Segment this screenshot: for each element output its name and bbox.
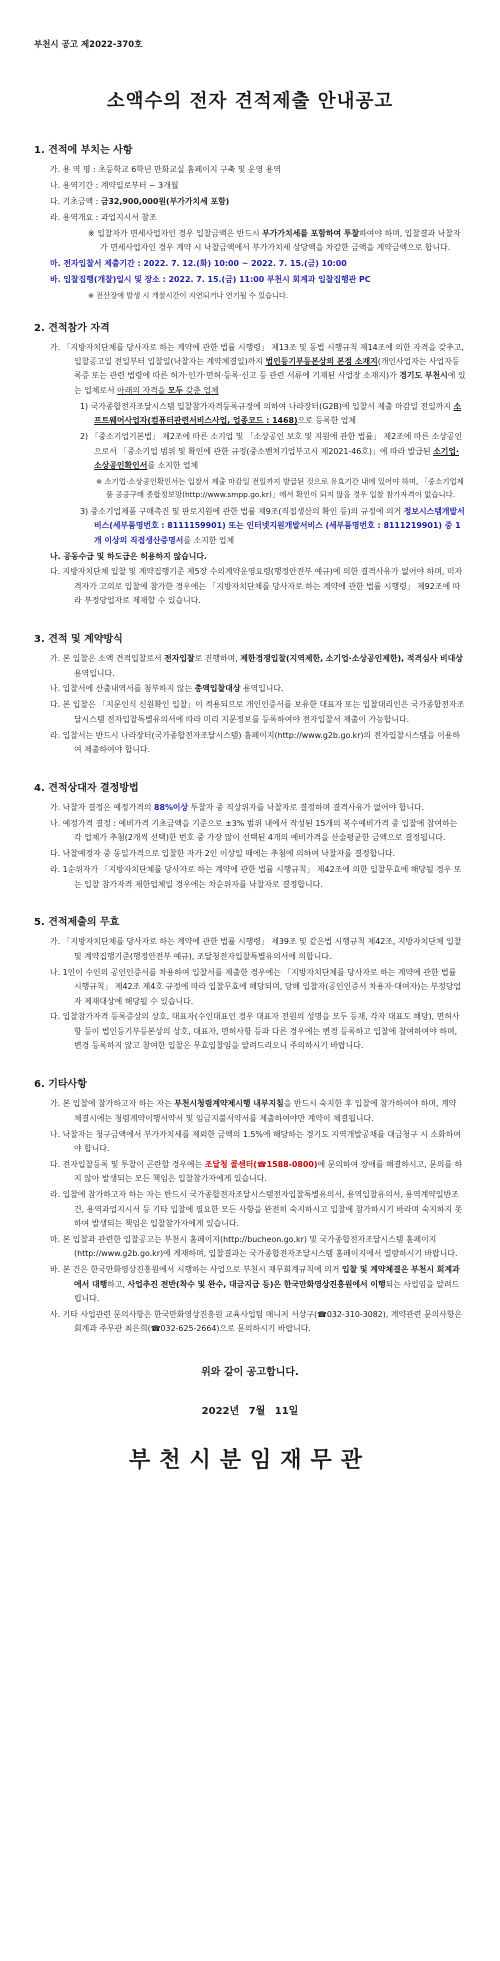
spacer [34, 1055, 466, 1075]
s2-ga-c: (개인사업자는 사업자등록증 또는 관련 법령에 따른 허가·인가·면허·등록·신고 등 관련 서류에 기재된 사업장 소재지)가 [74, 357, 460, 381]
s4-ga-a: 가. 낙찰자 결정은 예정가격의 [50, 803, 155, 812]
s4-ga-c: 투찰자 중 직상위자를 낙찰자로 결정하며 결격사유가 없어야 합니다. [188, 803, 425, 812]
s2-sub-2 [66, 430, 466, 473]
s4-item-ga [50, 801, 466, 815]
s1-da-label: 다. 기초금액 : [50, 196, 101, 206]
s4-ga-b: 88%이상 [154, 803, 189, 812]
section-4-title: 4. 견적상대자 결정방법 [34, 783, 139, 794]
section-2 [34, 319, 466, 609]
s2-ga-e: 에 있는 업체로서 [74, 371, 466, 395]
closing-statement: 위와 같이 공고합니다. [201, 1366, 299, 1378]
s3-ga-a: 가. 본 입찰은 소액 견적입찰로서 [50, 654, 165, 664]
s1-item-na [50, 179, 466, 193]
s1-ra-label: 라. 용역개요 : [50, 212, 101, 222]
s3-ga-b: 전자입찰 [164, 654, 195, 664]
service-overview: 과업지시서 참조 [100, 212, 157, 222]
notice-date: 2022년 7월 11일 [201, 1405, 299, 1417]
section-4 [34, 779, 466, 892]
s6-item-ga [50, 1097, 466, 1126]
s4-item-na: 나. 예정가격 결정 : 예비가격 기초금액을 기준으로 ±3% 범위 내에서 작성된 15개의 복수예비가격 중 입찰에 참여하는 각 업체가 추첨(2개씩 선택)한 번호 중 가장 많이 선택된 4개의 예비가격을 산술평균한 금액으로 결정됩니다. [50, 818, 458, 843]
s2-item-ga [50, 341, 466, 399]
s4-item-ra: 라. 1순위자가 「지방자치단체를 당사자로 하는 계약에 관한 법률 시행규칙」 제42조에 의한 입찰무효에 해당될 경우 또는 입찰 참가자격 제한업체일 경우에는 차순위자를 낙찰자로 결정합니다. [50, 865, 462, 889]
s1-item-ra [50, 211, 466, 225]
s1-ga-label: 가. 용 역 명 : [50, 165, 99, 174]
s2-i1-c: 으로 등록한 업체 [297, 416, 357, 426]
s1-vat-note [74, 227, 466, 256]
s1-note-c: 하여야 하며, 입찰결과 낙찰자가 면세사업자인 경우 계약 시 낙찰금액에서 부가가치세 상당액을 차감한 금액을 계약금액으로 합니다. [100, 228, 461, 253]
s2-ga-d: 경기도 부천시 [399, 371, 448, 381]
section-5-title: 5. 견적제출의 무효 [34, 917, 120, 929]
section-3 [34, 630, 466, 757]
s1-delay-note: ※ 전산장애 발생 시 개찰시간이 지연되거나 연기될 수 있습니다. [88, 290, 289, 300]
s6-ba-a: 바. 본 건은 한국만화영상진흥원에서 시행하는 사업으로 부천시 재무회계규칙에 의거 [50, 1265, 342, 1275]
s6-item-ba [50, 1263, 466, 1306]
s2-item-da: 다. 지방자치단체 입찰 및 계약집행기준 제5장 수의계약운영요령(행정안전부 예규)에 의한 결격사유가 없어야 하며, 미자격자가 고의로 입찰에 참가한 경우에는 「지방자치단체를 당사자로 하는 계약에 관한 법률 시행령」 제92조에 따라 부정당업자로 제재할 수 있습니다. [50, 567, 463, 606]
s2-sub-2-note: ※ 소기업·소상공인확인서는 입찰서 제출 마감일 전일까지 발급된 것으로 유효기간 내에 있어야 하며, 「중소기업제품 공공구매 종합정보망(http://www.smpp.go.kr)」에서 확인이 되지 않을 경우 입찰 참가자격이 없습니다. [96, 476, 464, 499]
spacer [34, 759, 466, 779]
s6-item-ma: 마. 본 입찰과 관련한 입찰공고는 부천시 홈페이지(http://bucheon.go.kr) 및 국가종합전자조달시스템 홈페이지(http://www.g2b.go.kr)에 게재하며, 입찰결과는 국가종합전자조달시스템 홈페이지에서 열람하시기 바랍니다. [50, 1234, 458, 1259]
s2-sub-3 [66, 505, 466, 548]
notice-number: 부천시 공고 제2022-370호 [34, 40, 143, 50]
service-name: 초등학교 6학년 만화교실 홈페이지 구축 및 운영 용역 [98, 165, 281, 174]
section-6-title: 6. 기타사항 [34, 1079, 87, 1091]
s3-item-ga [50, 652, 466, 681]
spacer [34, 610, 466, 630]
spacer [34, 893, 466, 913]
s6-da-c: 에 문의하여 장애를 해결하시고, 문의를 하지 않아 발생되는 모든 책임은 입찰참가자에게 있습니다. [74, 1159, 463, 1184]
s2-ga-h: 갖춘 업체 [183, 385, 219, 395]
s5-item-ga: 가. 「지방자치단체를 당사자로 하는 계약에 관한 법률 시행령」 제39조 및 같은법 시행규칙 제42조, 지방자치단체 입찰 및 계약집행기준(행정안전부 예규), 조달청전자입찰특별유의서에 의합니다. [50, 937, 462, 961]
submission-period: 마. 전자입찰서 제출기간 : 2022. 7. 12.(화) 10:00 ~ 2022. 7. 15.(금) 10:00 [50, 258, 347, 268]
s3-ga-c: 로 진행하며, [194, 654, 241, 664]
s2-sub-1 [66, 400, 466, 429]
section-6 [34, 1075, 466, 1337]
s3-ga-e: 용역입니다. [74, 668, 115, 678]
s6-ba-b: 입찰 및 계약체결은 부천시 회계과에서 대행 [74, 1265, 460, 1289]
s2-i3-a: 3) 중소기업제품 구매촉진 및 판로지원에 관한 법률 제9조(직접생산의 확인 등)의 규정에 의거 [80, 506, 404, 516]
call-center: 조달청 콜센터(☎1588-0800) [204, 1159, 318, 1169]
s2-ga-a: 가. 「지방자치단체를 당사자로 하는 계약에 관한 법률 시행령」 제13조 및 동법 시행규칙 제14조에 의한 자격을 갖추고, 입찰공고일 전일부터 입찰일(낙찰자는 계약체결일)까지 [50, 342, 464, 367]
base-amount: 금32,900,000원(부가가치세 포함) [100, 196, 230, 206]
section-1 [34, 141, 466, 303]
s2-ga-f: 아래의 자격을 [117, 385, 168, 395]
s6-ba-c: 하고, [107, 1279, 128, 1289]
s6-item-sa: 사. 기타 사업관련 문의사항은 한국만화영상진흥원 교육사업팀 매니저 서상구(☎032-310-3082), 계약관련 문의사항은 회계과 주무관 최은희(☎032-625-2664)으로 문의하시기 바랍니다. [50, 1309, 462, 1334]
s6-item-da [50, 1158, 466, 1187]
s2-ga-b: 법인등기부등본상의 본점 소재지 [265, 357, 378, 367]
section-2-title: 2. 견적참가 자격 [34, 322, 110, 334]
s1-item-da [50, 195, 466, 209]
s1-note-b: 부가가치세를 포함하여 투찰 [262, 228, 360, 238]
s1-na-label: 나. 용역기간 : [50, 180, 101, 190]
section-1-title: 1. 견적에 부치는 사항 [34, 145, 133, 156]
s3-item-na [50, 682, 466, 696]
spacer [34, 305, 466, 319]
page-title: 소액수의 전자 견적제출 안내공고 [106, 91, 394, 112]
s2-item-na: 나. 공동수급 및 하도급은 허용하지 않습니다. [50, 551, 207, 561]
s6-ba-d: 사업추진 전반(착수 및 완수, 대금지급 등)은 한국만화영상진흥원에서 이행 [127, 1279, 386, 1289]
s1-item-ga [50, 163, 466, 177]
s2-i2-b: 소기업·소상공인확인서 [94, 446, 460, 470]
s2-i3-c: 를 소지한 업체 [183, 535, 235, 545]
opening-schedule: 바. 입찰집행(개찰)일시 및 장소 : 2022. 7. 15.(금) 11:00 부천시 회계과 입찰집행관 PC [50, 274, 371, 284]
s6-da-a: 다. 전자입찰등록 및 투찰이 곤란할 경우에는 [50, 1159, 205, 1169]
s2-i1-a: 1) 국가종합전자조달시스템 입찰참가자격등록규정에 의하여 나라장터(G2B)에 입찰서 제출 마감일 전일까지 [80, 401, 454, 411]
s2-ga-g: 모두 [167, 385, 184, 395]
service-period: 계약일로부터 ~ 3개월 [100, 180, 179, 190]
s2-i3-b: 정보시스템개발서비스(세부품명번호 : 8111159901) 또는 인터넷지원개발서비스 (세부품명번호 : 8111219901) 중 1개 이상의 직접생산증명서 [94, 506, 465, 545]
s6-item-na: 나. 낙찰자는 청구금액에서 부가가치세를 제외한 금액의 1.5%에 해당하는 경기도 지역개발공채를 대금청구 시 소화하여야 합니다. [50, 1129, 461, 1153]
s6-ba-e: 되는 사업임을 알려드립니다. [74, 1279, 460, 1303]
s6-item-ra: 라. 입찰에 참가하고자 하는 자는 반드시 국가종합전자조달시스템전자입찰특별유의서, 용역입찰유의서, 용역계약일반조건, 용역과업지시서 등 기타 입찰에 필요한 모든 사항을 완전히 숙지하시고 입찰에 참가하시기 바라며 숙지하지 못하여 발생되는 책임은 입찰참가자에게 있습니다. [50, 1190, 463, 1228]
s3-ga-d: 제한경쟁입찰(지역제한, 소기업·소상공인제한), 적격심사 비대상 [240, 654, 463, 664]
signer-name: 부천시분임재무관 [128, 1447, 372, 1473]
s3-na-c: 용역입니다. [240, 684, 284, 694]
s3-na-a: 나. 입찰서에 산출내역서를 첨부하지 않는 [50, 684, 195, 694]
s3-item-da: 다. 본 입찰은 「지문인식 신원확인 입찰」이 적용되므로 개인인증서를 보유한 대표자 또는 입찰대리인은 국가종합전자조달시스템 전자입찰특별유의서에 따라 미리 지문정보를 등록하여야 전자입찰서 제출이 가능합니다. [50, 700, 465, 724]
s6-ga-a: 가. 본 입찰에 참가하고자 하는 자는 [50, 1099, 175, 1109]
s3-na-b: 총액입찰대상 [194, 684, 241, 694]
s3-item-ra: 라. 입찰서는 반드시 나라장터(국가종합전자조달시스템) 홈페이지(http://www.g2b.go.kr)의 전자입찰시스템을 이용하여 제출하여야 합니다. [50, 730, 461, 755]
s6-ga-b: 부천시청렴계약제시행 내부지침 [174, 1099, 284, 1109]
s2-i2-c: 를 소지한 업체 [147, 460, 199, 470]
s4-item-da: 다. 낙찰예정자 중 동일가격으로 입찰한 자가 2인 이상일 때에는 추첨에 의하여 낙찰자를 결정합니다. [50, 849, 396, 859]
s1-note-a: ※ 입찰자가 면세사업자인 경우 입찰금액은 반드시 [88, 228, 263, 238]
section-5 [34, 913, 466, 1053]
s2-i1-b: 소프트웨어사업자(컴퓨터관련서비스사업, 업종코드 : 1468) [94, 401, 462, 426]
s6-ga-c: 을 반드시 숙지한 후 입찰에 참가하여야 하며, 계약 체결시에는 청렴계약이행서약서 및 임금지불서약서를 제출하여야만 계약이 체결됩니다. [74, 1099, 457, 1123]
s5-item-da: 다. 입찰참가자격 등록증상의 상호, 대표자(수인대표인 경우 대표자 전원의 성명을 모두 등재, 각자 대표도 해당), 면허사항 등이 법인등기부등본상의 상호, 대표자, 면허사항 등과 다른 경우에는 변경 등록하고 입찰에 참여하여야 하며, 변경 등록하지 않고 참여한 입찰은 무효입찰임을 알려드리오니 주의하시기 바랍니다. [50, 1012, 460, 1051]
section-3-title: 3. 견적 및 계약방식 [34, 634, 123, 646]
s2-i2-a: 2) 「중소기업기본법」 제2조에 따른 소기업 및 「소상공인 보호 및 지원에 관한 법률」 제2조에 따른 소상공인으로서 「중소기업 범위 및 확인에 관한 규정(중소벤처기업부고시 제2021-46호)」에 따라 발급된 [80, 432, 463, 456]
s5-item-na: 나. 1인이 수인의 공인인증서를 차용하여 입찰서를 제출한 경우에는 「지방자치단체를 당사자로 하는 계약에 관한 법률 시행규칙」 제42조 제4호 규정에 따라 입찰무효에 해당되며, 당해 입찰자(공인인증서 차용자·대여자)는 부정당업자 제재대상에 해당될 수 있습니다. [50, 967, 461, 1006]
